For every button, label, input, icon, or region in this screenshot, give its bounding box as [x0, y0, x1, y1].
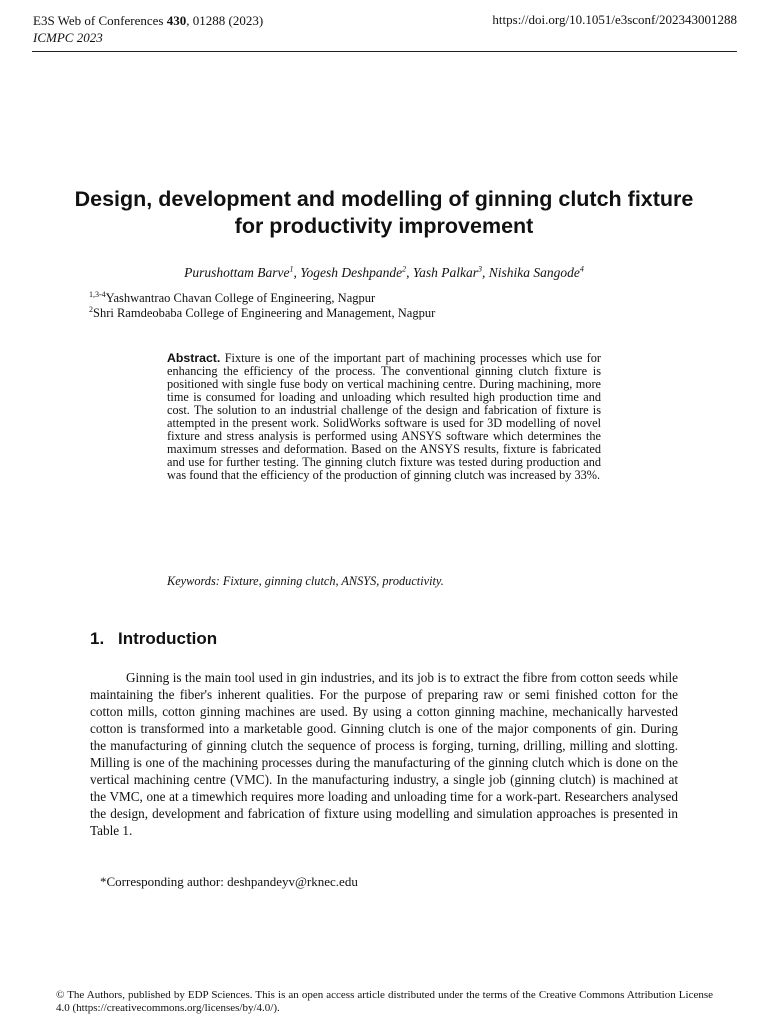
header-divider: [32, 51, 737, 52]
keywords: Keywords: Fixture, ginning clutch, ANSYS, productivity.: [167, 574, 444, 588]
paper-title: Design, development and modelling of ginning clutch fixture for productivity improvement: [74, 187, 694, 238]
author-affiliation-mark: 2: [402, 264, 407, 274]
corresponding-author-note: *Corresponding author: deshpandeyv@rknec.edu: [100, 874, 358, 889]
author-name: Yogesh Deshpande: [300, 265, 403, 280]
journal-name: E3S Web of Conferences: [33, 13, 164, 28]
author-affiliation-mark: 3: [478, 264, 483, 274]
author-affiliation-mark: 1: [289, 264, 294, 274]
author-name: Yash Palkar: [412, 265, 479, 280]
article-number: , 01288 (2023): [186, 13, 264, 28]
author-name: Purushottam Barve: [184, 265, 290, 280]
abstract: [167, 352, 601, 482]
affiliation-text: Yashwantrao Chavan College of Engineering, Nagpur: [105, 291, 376, 305]
section-title: Introduction: [118, 629, 218, 648]
affiliation-mark: 1,3-4: [89, 289, 106, 299]
doi-link[interactable]: https://doi.org/10.1051/e3sconf/202343001288: [492, 12, 737, 27]
author-affiliation-mark: 4: [579, 264, 584, 274]
affiliation-mark: 2: [89, 304, 93, 314]
affiliation-text: Shri Ramdeobaba College of Engineering and Management, Nagpur: [93, 306, 436, 320]
author-list: Purushottam Barve$^1$, Yogesh Deshpande$^2$, Yash Palkar$^3$, Nishika Sangode$^4$: [184, 264, 584, 280]
author-name: Nishika Sangode: [488, 265, 580, 280]
abstract-label: Abstract.: [167, 351, 221, 365]
conference-name: ICMPC 2023: [33, 30, 103, 45]
license-footer: © The Authors, published by EDP Sciences. This is an open access article distributed under the terms of the Creative Commons Attribution License 4.0 (https://creativecommons.org/licenses/by/4.0/).: [56, 989, 713, 1014]
header-citation: [33, 12, 263, 30]
introduction-paragraph: Ginning is the main tool used in gin industries, and its job is to extract the fibre from cotton seeds while maintaining the fiber's inherent qualities. For the purpose of preparing raw or semi finished cotton for the cotton mills, cotton ginning machines are used. By using a cotton ginning machine, mechanically harvested cotton is transformed into a marketable good. Ginning clutch is one of the major components of gin. During the manufacturing of ginning clutch the sequence of process is forging, turning, drilling, milling and slotting. Milling is one of the machining processes during the manufacturing of the ginning clutch which is done on the vertical machining centre (VMC). In the manufacturing industry, a single job (ginning clutch) is machined at the VMC, one at a timewhich requires more loading and unloading time for a work-part. Researchers analysed the design, development and fabrication of fixture using modelling and simulation approaches is presented in Table 1.: [90, 670, 678, 838]
affiliation: [89, 290, 375, 306]
abstract-text: Fixture is one of the important part of machining processes which use for enhancing the efficiency of the process. The conventional ginning clutch fixture is positioned with single fuse body on vertical machining centre. During machining, more time is consumed for loading and unloading which resulted high production time and cost. The solution to an industrial challenge of the design and fabrication of fixture is attempted in the present work. SolidWorks software is used for 3D modelling of novel fixture and stress analysis is performed using ANSYS software which determines the maximum stresses and deformation. Based on the ANSYS results, fixture is fabricated and use for further testing. The ginning clutch fixture was tested during production and was found that the efficiency of the production of ginning clutch was increased by 33%.: [167, 351, 602, 482]
section-number: 1.: [90, 629, 105, 648]
affiliation: [89, 305, 435, 321]
section-heading: [90, 629, 217, 649]
journal-volume: 430: [166, 13, 187, 28]
